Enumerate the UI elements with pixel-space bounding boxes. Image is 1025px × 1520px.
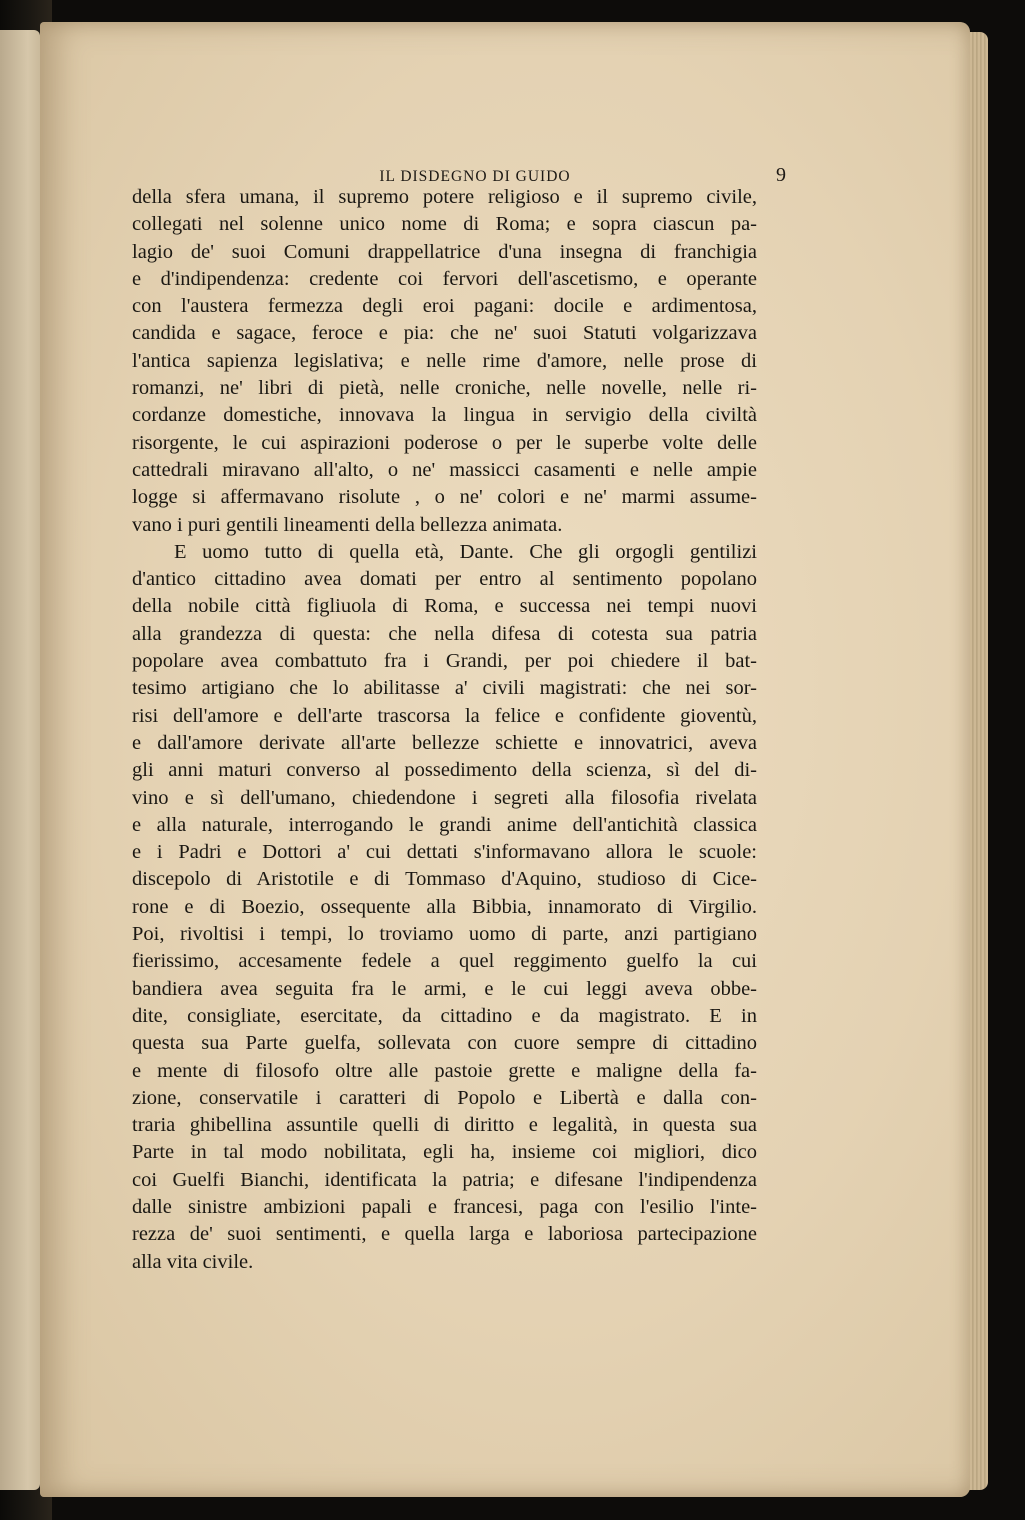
text-line: risi dell'amore e dell'arte trascorsa la felice e confidente gioventù, (132, 704, 757, 727)
text-line: discepolo di Aristotile e di Tommaso d'Aquino, studioso di Cice- (132, 868, 757, 891)
text-line: vino e sì dell'umano, chiedendone i segreti alla filosofia rivelata (132, 786, 757, 809)
text-line: l'antica sapienza legislativa; e nelle rime d'amore, nelle prose di (132, 349, 757, 372)
text-line: d'antico cittadino avea domati per entro al sentimento popolano (132, 568, 757, 591)
text-line: lagio de' suoi Comuni drappellatrice d'una insegna di franchigia (132, 240, 757, 263)
text-line: zione, conservatile i caratteri di Popolo e Libertà e dalla con- (132, 1086, 757, 1109)
text-line: cattedrali miravano all'alto, o ne' massicci casamenti e nelle ampie (132, 458, 757, 481)
book-page (40, 22, 970, 1497)
text-line: e i Padri e Dottori a' cui dettati s'informavano allora le scuole: (132, 841, 757, 864)
text-line: dalle sinistre ambizioni papali e francesi, paga con l'esilio l'inte- (132, 1195, 757, 1218)
text-line: candida e sagace, feroce e pia: che ne' suoi Statuti volgarizzava (132, 322, 757, 345)
text-line: logge si affermavano risolute , o ne' colori e ne' marmi assume- (132, 486, 757, 509)
text-line: della sfera umana, il supremo potere religioso e il supremo civile, (132, 186, 757, 208)
text-line: Parte in tal modo nobilitata, egli ha, insieme coi migliori, dico (132, 1141, 757, 1164)
text-line: gli anni maturi converso al possedimento della scienza, sì del di- (132, 759, 757, 782)
text-line: questa sua Parte guelfa, sollevata con cuore sempre di cittadino (132, 1032, 757, 1055)
text-line: alla vita civile. (132, 1250, 254, 1273)
page-number: 9 (776, 164, 786, 186)
text-line: coi Guelfi Bianchi, identificata la patria; e difesane l'indipendenza (132, 1168, 757, 1191)
text-line: rezza de' suoi sentimenti, e quella larga e laboriosa partecipazione (132, 1223, 757, 1246)
text-line: cordanze domestiche, innovava la lingua in servigio della civiltà (132, 404, 757, 427)
text-line: e d'indipendenza: credente coi fervori dell'ascetismo, e operante (132, 267, 757, 290)
text-line: romanzi, ne' libri di pietà, nelle croniche, nelle novelle, nelle ri- (132, 377, 757, 400)
text-line: collegati nel solenne unico nome di Roma; e sopra ciascun pa- (132, 213, 757, 236)
text-line: popolare avea combattuto fra i Grandi, per poi chiedere il bat- (132, 650, 757, 673)
text-line: vano i puri gentili lineamenti della bellezza animata. (132, 513, 563, 536)
text-line: fierissimo, accesamente fedele a quel reggimento guelfo la cui (132, 950, 757, 973)
text-line: con l'austera fermezza degli eroi pagani: docile e ardimentosa, (132, 295, 757, 318)
text-line: della nobile città figliuola di Roma, e successa nei tempi nuovi (132, 595, 757, 618)
text-line: bandiera avea seguita fra le armi, e le cui leggi aveva obbe- (132, 977, 757, 1000)
text-line: traria ghibellina assuntile quelli di diritto e legalità, in questa sua (132, 1114, 757, 1137)
text-line: E uomo tutto di quella età, Dante. Che gli orgogli gentilizi (174, 540, 757, 563)
facing-page-edge (0, 30, 40, 1490)
text-line: risorgente, le cui aspirazioni poderose o per le superbe volte delle (132, 431, 757, 454)
text-line: tesimo artigiano che lo abilitasse a' civili magistrati: che nei sor- (132, 677, 757, 700)
text-line: e dall'amore derivate all'arte bellezze schiette e innovatrici, aveva (132, 731, 757, 754)
text-line: e alla naturale, interrogando le grandi anime dell'antichità classica (132, 813, 757, 836)
text-line: dite, consigliate, esercitate, da cittadino e da magistrato. E in (132, 1004, 757, 1027)
text-line: Poi, rivoltisi i tempi, lo troviamo uomo di parte, anzi partigiano (132, 923, 757, 946)
body-text (132, 184, 757, 1276)
text-line: rone e di Boezio, ossequente alla Bibbia, innamorato di Virgilio. (132, 895, 757, 918)
text-line: alla grandezza di questa: che nella difesa di cotesta sua patria (132, 622, 757, 645)
running-title: IL DISDEGNO DI GUIDO (379, 168, 571, 185)
text-line: e mente di filosofo oltre alle pastoie grette e maligne della fa- (132, 1059, 757, 1082)
